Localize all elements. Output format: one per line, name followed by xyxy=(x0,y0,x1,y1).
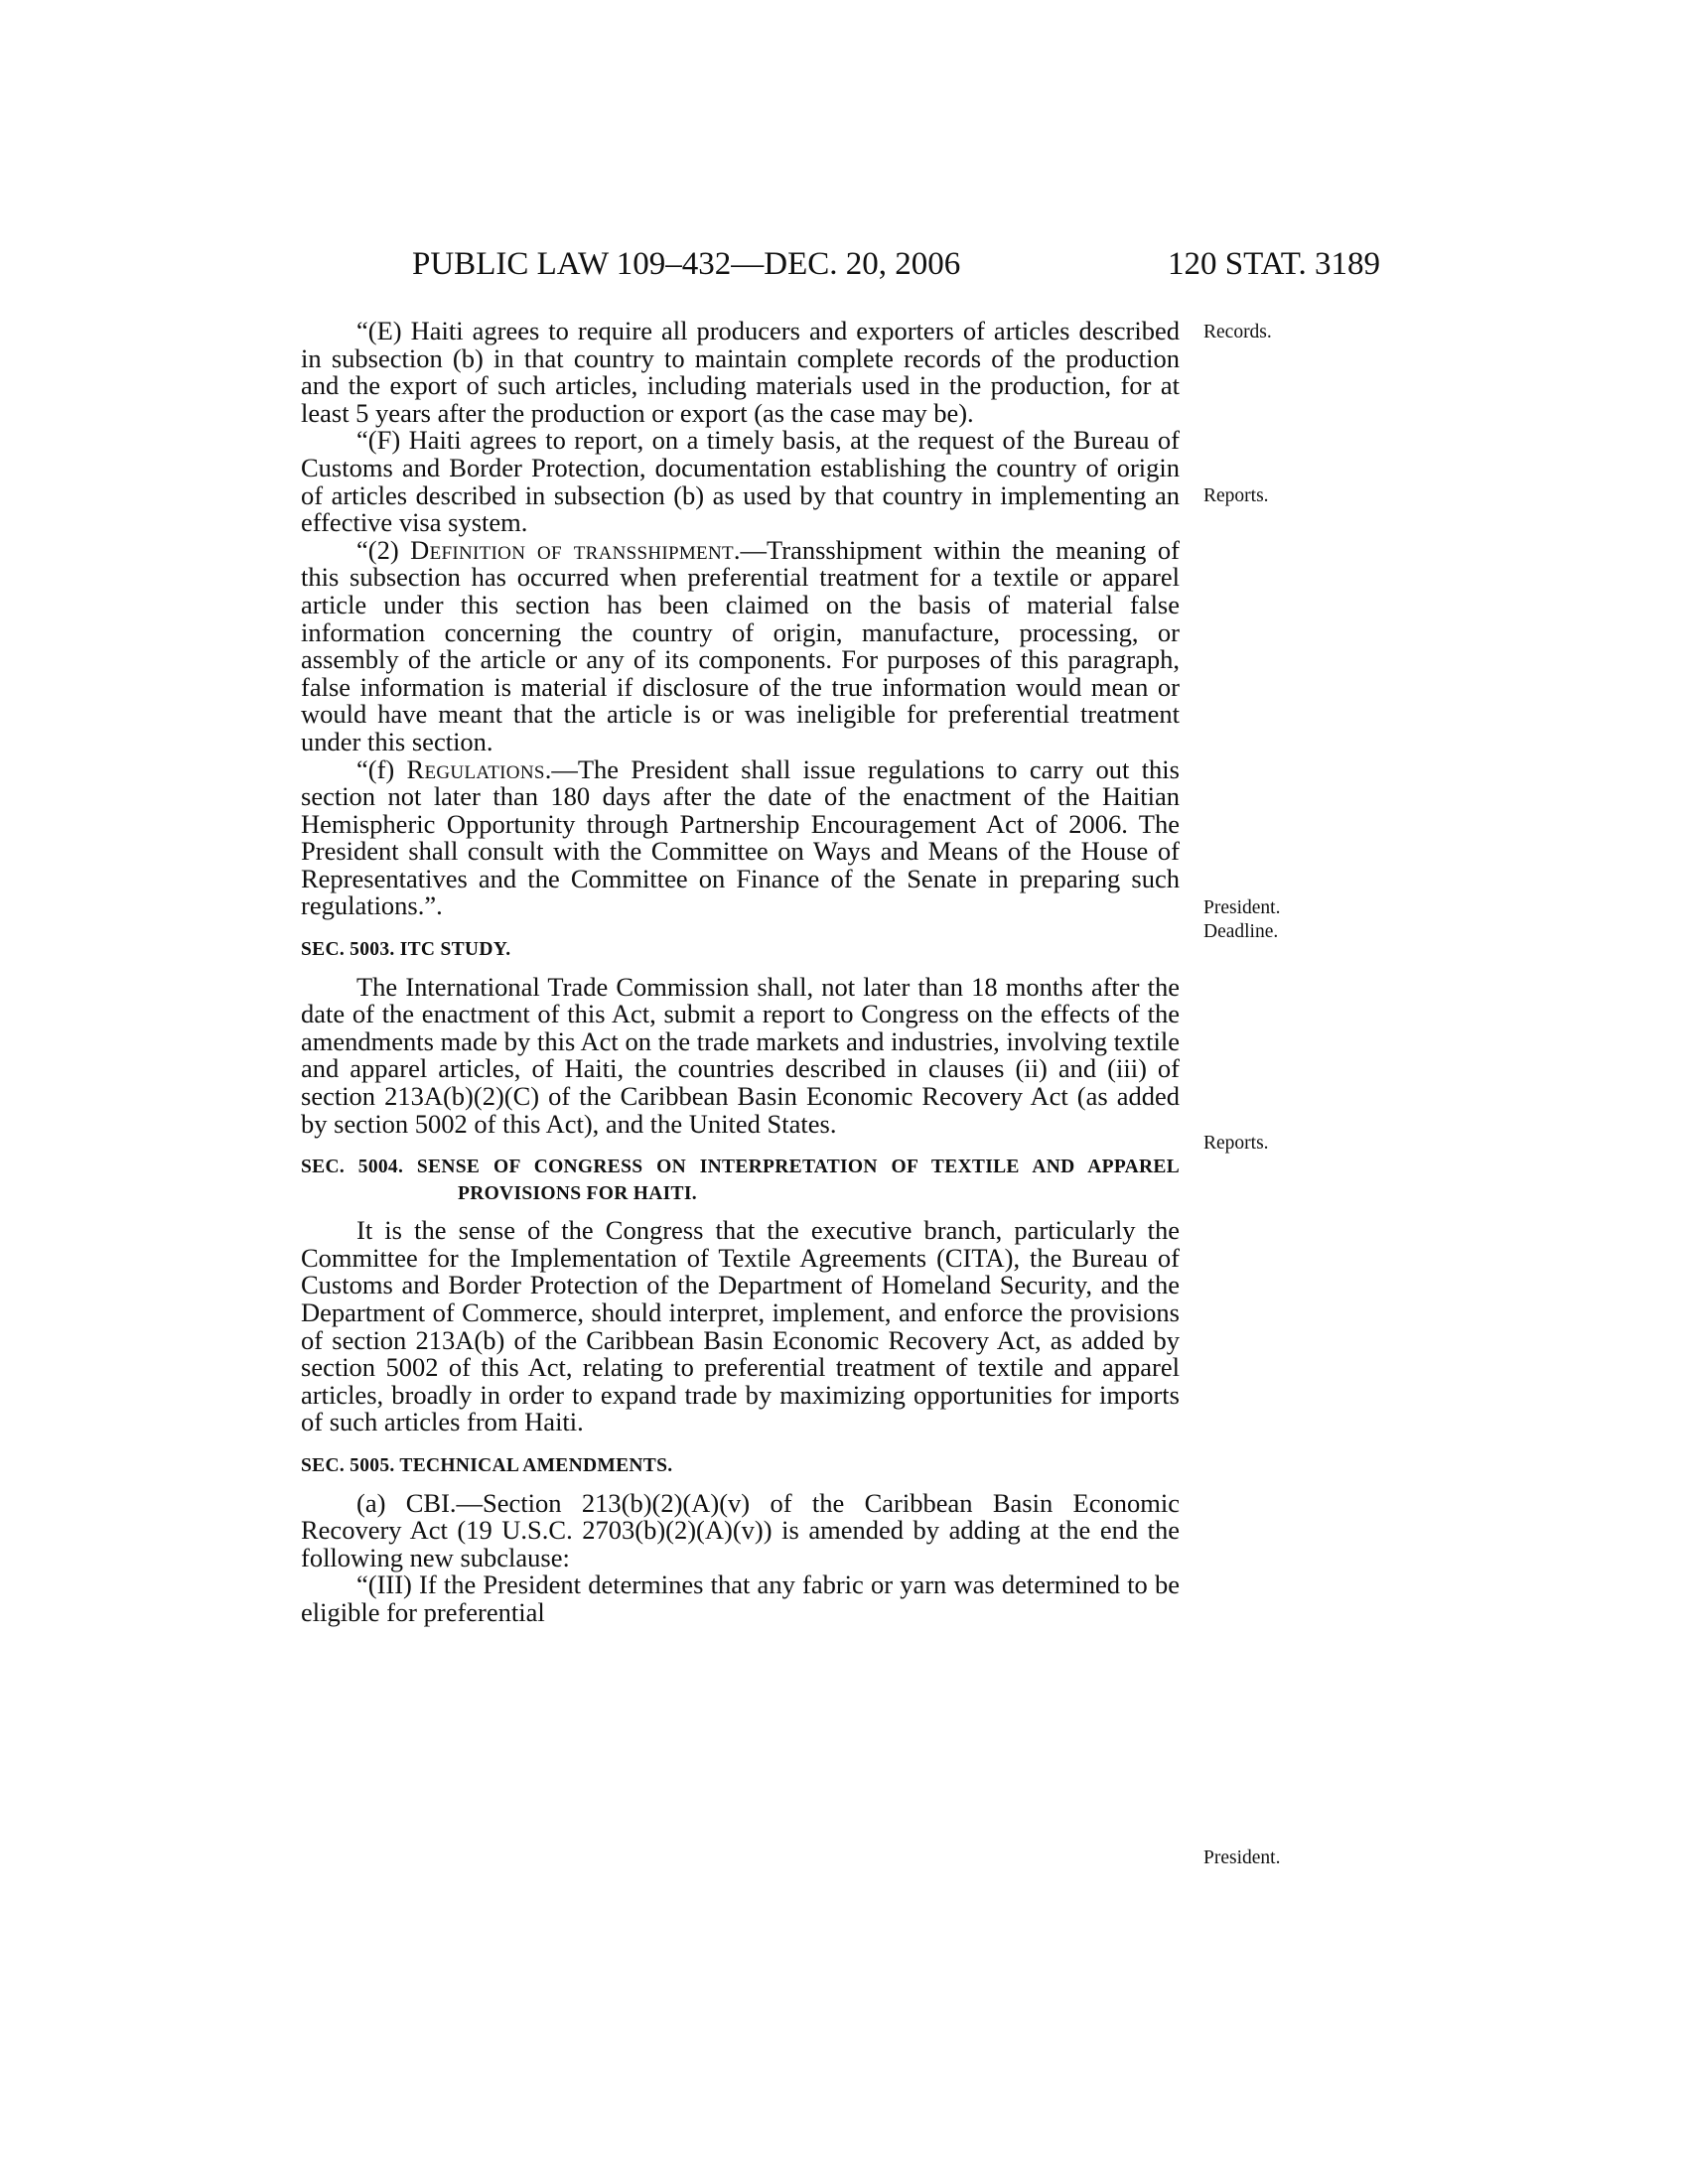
paragraph-2-transshipment xyxy=(301,534,1180,756)
document-body xyxy=(301,318,1180,1627)
subsection-text: .—The President shall issue regulations to carry out this section not later than 180 days after the date of the enactment of the Haitian Hemispheric Opportunity through Partnership Encouragement Act of 2006. The President shall consult with the Committee on Ways and Means of the House of Representatives and the Committee on Finance of the Senate in preparing such regulations.”. xyxy=(301,753,1180,921)
section-5004-text: It is the sense of the Congress that the executive branch, particularly the Committee for the Implementation of Textile Agreements (CITA), the Bureau of Customs and Border Protection of the Department of Homeland Security, and the Department of Commerce, should interpret, implement, and enforce the provisions of section 213A(b) of the Caribbean Basin Economic Recovery Act, as added by section 5002 of this Act, relating to preferential treatment of textile and apparel articles, broadly in order to expand trade by maximizing opportunities for imports of such articles from Haiti. xyxy=(301,1215,1180,1437)
section-5004-heading: SEC. 5004. SENSE OF CONGRESS ON INTERPRETATION OF TEXTILE AND APPAREL PROVISIONS FOR HAITI. xyxy=(301,1157,1180,1205)
section-5005-heading: SEC. 5005. TECHNICAL AMENDMENTS. xyxy=(301,1454,673,1476)
subsection-number: “(f) xyxy=(356,753,407,784)
paragraph-text: .—Transshipment within the meaning of this subsection has occurred when preferential treatment for a textile or apparel article under this section has been claimed on the basis of material false information concerning the country of origin, manufacture, processing, or assembly of the article or any of its components. For purposes of this paragraph, false information is material if disclosure of the true information would mean or would have meant that the article is or was ineligible for preferential treatment under this section. xyxy=(301,534,1180,756)
margin-note-deadline: Deadline. xyxy=(1203,921,1279,942)
subparagraph-e: “(E) Haiti agrees to require all producers and exporters of articles described in subsection (b) in that country to maintain complete records of the production and the export of such articles, including materials used in the production, for at least 5 years after the production or export (as the case may be). xyxy=(301,316,1180,428)
section-5005-subsection-a: (a) CBI.—Section 213(b)(2)(A)(v) of the Caribbean Basin Economic Recovery Act (19 U.S.C. 2703(b)(2)(A)(v)) is amended by adding at the end the following new subclause: xyxy=(301,1487,1180,1572)
subsection-heading: Regulations xyxy=(406,753,545,784)
public-law-citation: PUBLIC LAW 109–432—DEC. 20, 2006 xyxy=(412,246,961,282)
subclause-iii: “(III) If the President determines that any fabric or yarn was determined to be eligible for preferential xyxy=(301,1570,1180,1627)
margin-note-president: President. xyxy=(1203,897,1281,918)
statute-page-number: 120 STAT. 3189 xyxy=(1167,246,1380,282)
paragraph-heading: Definition of transshipment xyxy=(410,534,734,565)
section-5003-heading: SEC. 5003. ITC STUDY. xyxy=(301,939,511,961)
running-header xyxy=(412,246,1380,290)
subparagraph-f: “(F) Haiti agrees to report, on a timely basis, at the request of the Bureau of Customs and Border Protection, documentation establishing the country of origin of articles described in subsection (b) as used by that country in implementing an effective visa system. xyxy=(301,425,1180,538)
paragraph-number: “(2) xyxy=(356,534,411,565)
subsection-f-regulations xyxy=(301,753,1180,921)
margin-note-records: Records. xyxy=(1203,322,1272,342)
section-5003-text: The International Trade Commission shall, not later than 18 months after the date of the enactment of this Act, submit a report to Congress on the effects of the amendments made by this Act on the trade markets and industries, involving textile and apparel articles, of Haiti, the countries described in clauses (ii) and (iii) of section 213A(b)(2)(C) of the Caribbean Basin Economic Recovery Act (as added by section 5002 of this Act), and the United States. xyxy=(301,971,1180,1139)
margin-note-president: President. xyxy=(1203,1847,1281,1868)
margin-note-reports: Reports. xyxy=(1203,1133,1269,1154)
margin-note-reports: Reports. xyxy=(1203,485,1269,506)
